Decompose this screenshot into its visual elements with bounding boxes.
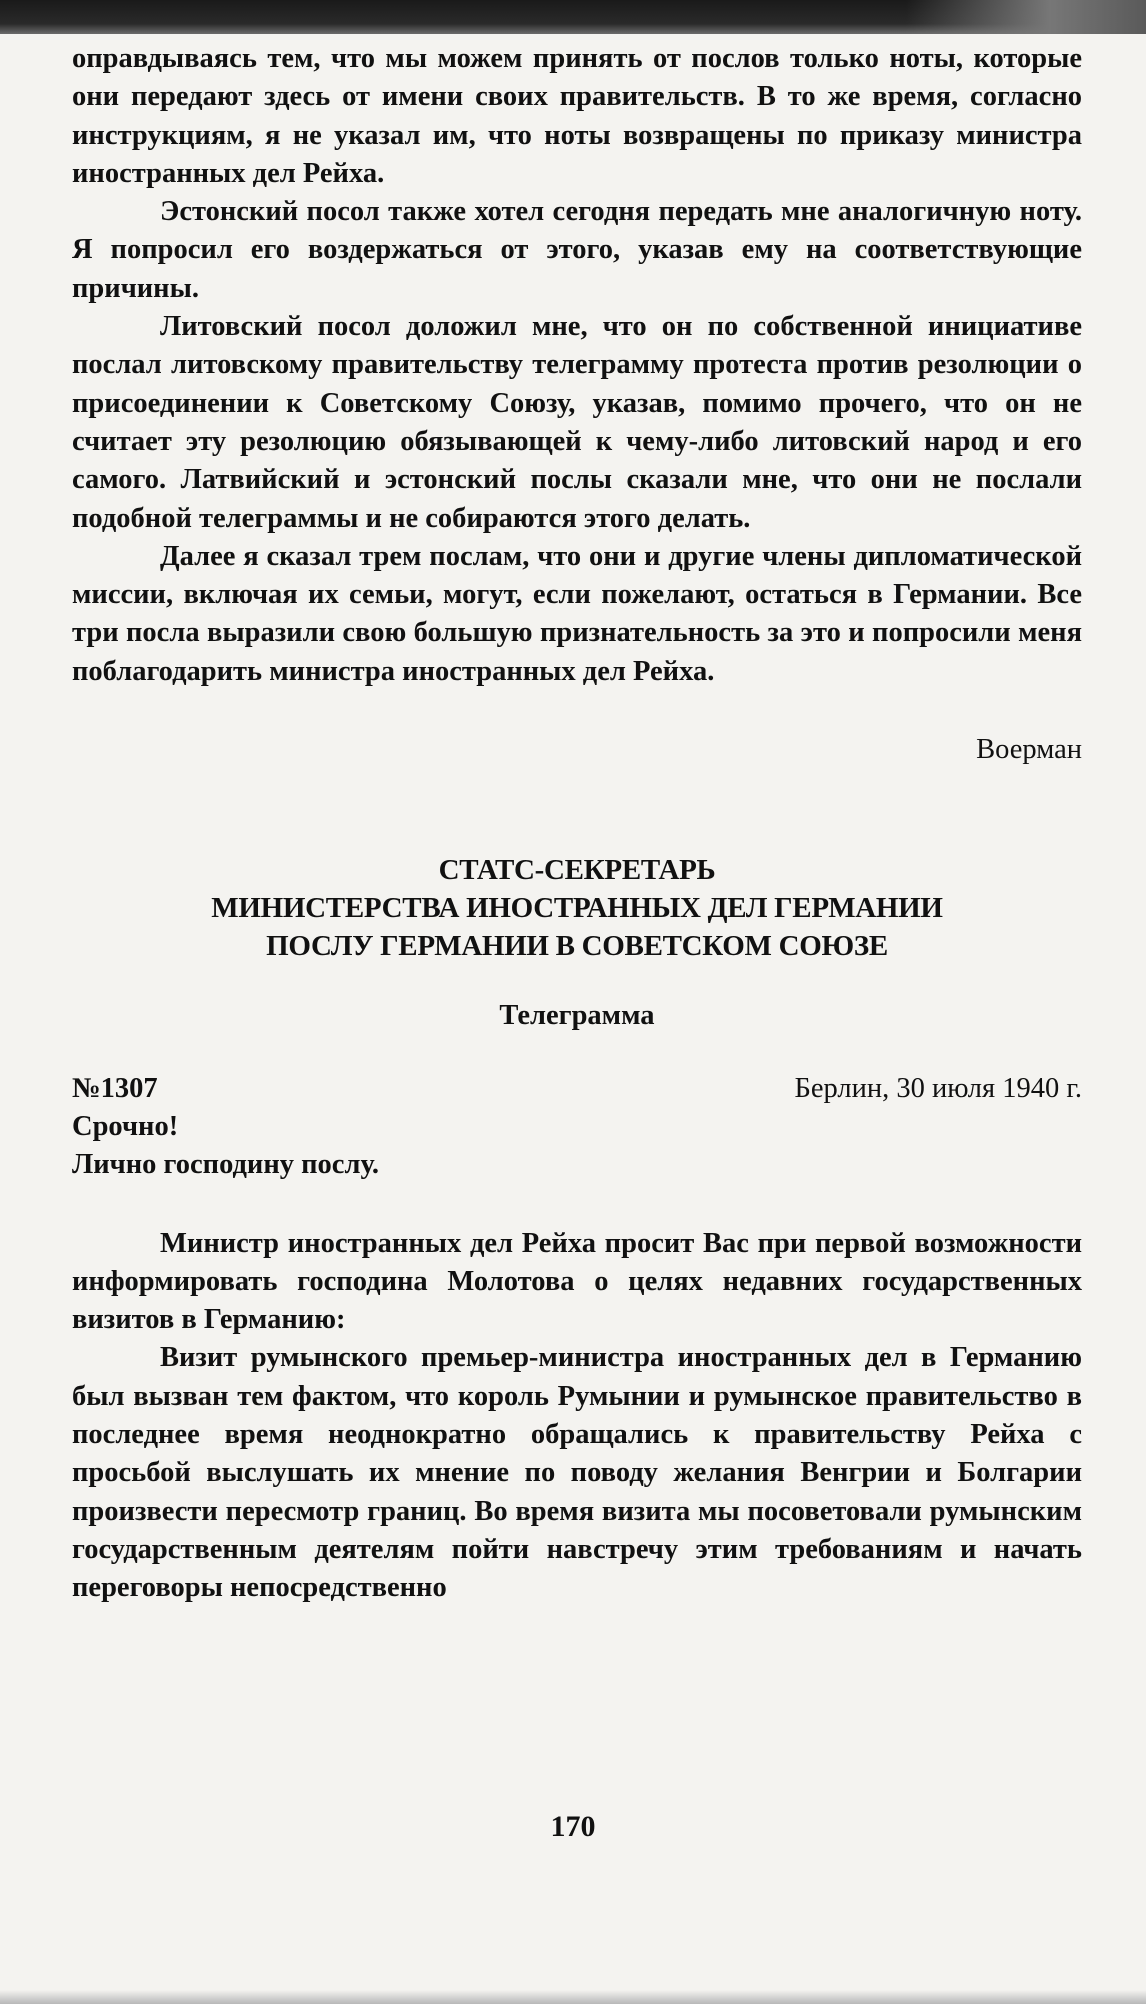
paragraph-estonian-ambassador: Эстонский посол также хотел сегодня передать мне аналогичную ноту. Я попросил его воздержаться от этого, указав ему на соответствующие причины. — [72, 196, 1082, 304]
place-date: Берлин, 30 июля 1940 г. — [794, 1072, 1082, 1104]
paragraph-romanian-visit: Визит румынского премьер-министра иностранных дел в Германию был вызван тем фактом, что король Румынии и румынское правительство в последнее время неоднократно обращались к правительству Рейха с просьбой выслушать их мнение по поводу желания Венгрии и Болгарии произвести пересмотр границ. Во время визита мы посоветовали румынским государственным деятелям пойти навстречу этим требованиям и начать переговоры непосредственно — [72, 1342, 1082, 1604]
paragraph-three-ambassadors: Далее я сказал трем послам, что они и другие члены дипломатической миссии, включая их семьи, могут, если пожелают, остаться в Германии. Все три посла выразили свою большую признательность за это и попросили меня поблагодарить министра иностранных дел Рейха. — [72, 540, 1082, 687]
telegram-label: Телеграмма — [499, 1000, 655, 1032]
paragraph-lithuanian-ambassador: Литовский посол доложил мне, что он по собственной инициативе послал литовскому правительству телеграмму протеста против резолюции о присоединении к Советскому Союзу, указав, помимо прочего, что он не считает эту резолюцию обязывающей к чему-либо литовский народ и его самого. Латвийский и эстонский послы сказали мне, что они не послали подобной телеграммы и не собираются этого делать. — [72, 311, 1082, 534]
urgent-note: Срочно! — [72, 1110, 179, 1142]
signature: Воерман — [976, 734, 1082, 766]
spacer — [72, 1185, 1082, 1225]
heading-line-1: СТАТС-СЕКРЕТАРЬ — [438, 854, 716, 887]
personal-note: Лично господину послу. — [72, 1149, 379, 1181]
heading-line-2: МИНИСТЕРСТВА ИНОСТРАННЫХ ДЕЛ ГЕРМАНИИ — [211, 892, 943, 925]
paragraph-minister-request: Министр иностранных дел Рейха просит Вас при первой возможности информировать господина Молотова о целях недавних государственных визитов в Германию: — [72, 1227, 1082, 1336]
document-page — [72, 40, 1082, 1608]
document-heading — [72, 851, 1082, 965]
paragraph-continuation: оправдываясь тем, что мы можем принять от послов только ноты, которые они передают здесь от имени своих правительств. В то же время, согласно инструкциям, я не указал им, что ноты возвращены по приказу министра иностранных дел Рейха. — [72, 43, 1082, 189]
scan-top-band — [0, 0, 1146, 34]
telegram-meta-row — [72, 1070, 1082, 1108]
telegram-number: №1307 — [72, 1072, 158, 1104]
heading-line-3: ПОСЛУ ГЕРМАНИИ В СОВЕТСКОМ СОЮЗЕ — [266, 930, 888, 963]
scan-bottom-edge — [0, 1990, 1146, 2004]
page-number: 170 — [550, 1810, 596, 1843]
